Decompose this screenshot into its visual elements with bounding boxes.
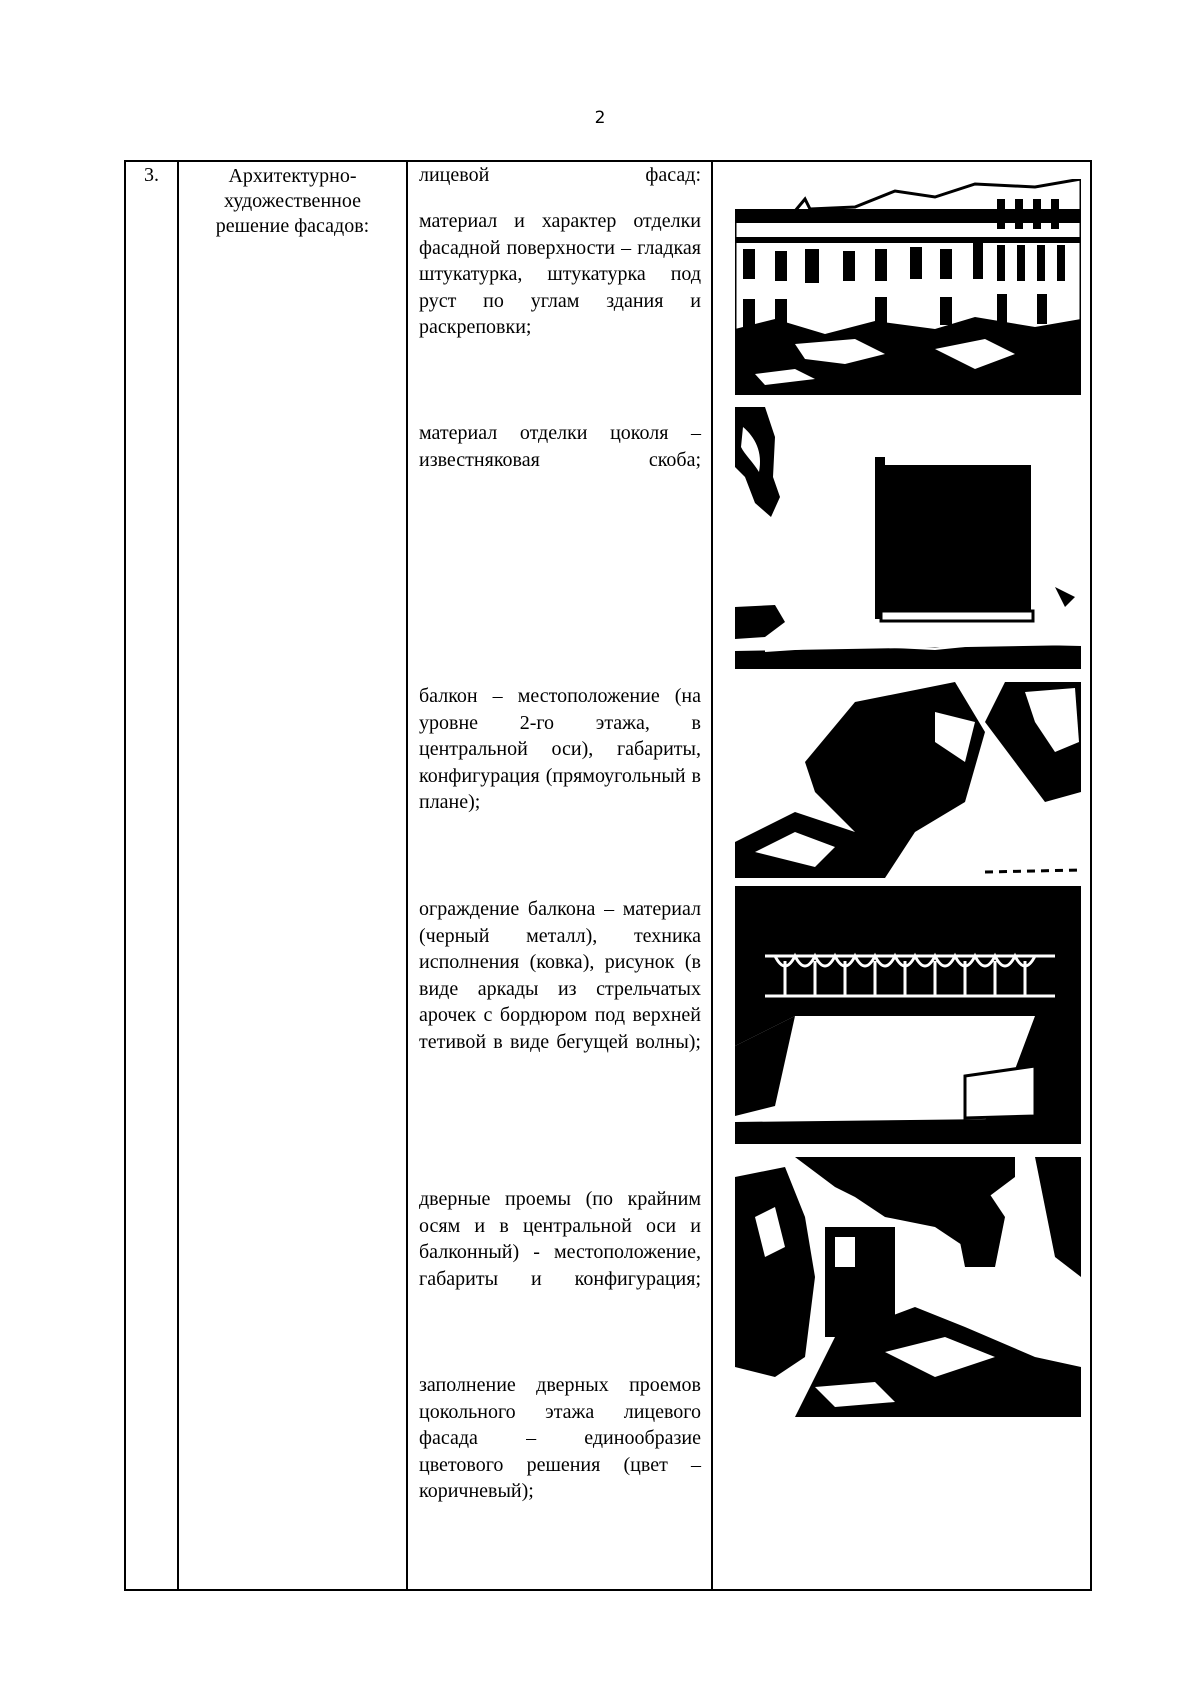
list-item: балкон – местоположение (на уровне 2-го этажа, в центральной оси), габариты, конфигурация (прямоугольный в плане);	[419, 685, 701, 813]
doorway-photo	[735, 1157, 1081, 1417]
row-number: 3.	[125, 161, 178, 1590]
protected-features-table	[124, 160, 1092, 1591]
facade-photo	[735, 179, 1081, 395]
plinth-window-photo	[735, 407, 1081, 669]
list-item: дверные проемы (по крайним осям и в центральной оси и балконный) - местоположение, габариты и конфигурация;	[419, 1188, 701, 1290]
photos-cell	[712, 161, 1091, 1590]
description-cell	[407, 161, 712, 1590]
page-number: 2	[594, 108, 606, 128]
list-item: заполнение дверных проемов цокольного этажа лицевого фасада – единообразие цветового решения (цвет – коричневый);	[419, 1374, 701, 1502]
list-item: материал отделки цоколя – известняковая скоба;	[419, 422, 701, 471]
list-item: лицевой фасад:	[419, 164, 701, 186]
balcony-railing-photo	[735, 886, 1081, 1144]
list-item: материал и характер отделки фасадной поверхности – гладкая штукатурка, штукатурка под руст по углам здания и раскреповки;	[419, 210, 701, 338]
table-row	[125, 161, 1091, 1590]
list-item: ограждение балкона – материал (черный металл), техника исполнения (ковка), рисунок (в виде аркады из стрельчатых арочек с бордюром под верхней тетивой в виде бегущей волны);	[419, 898, 701, 1053]
balcony-photo	[735, 682, 1081, 878]
row-label: Архитектурно-художественное решение фасадов:	[178, 161, 407, 1590]
